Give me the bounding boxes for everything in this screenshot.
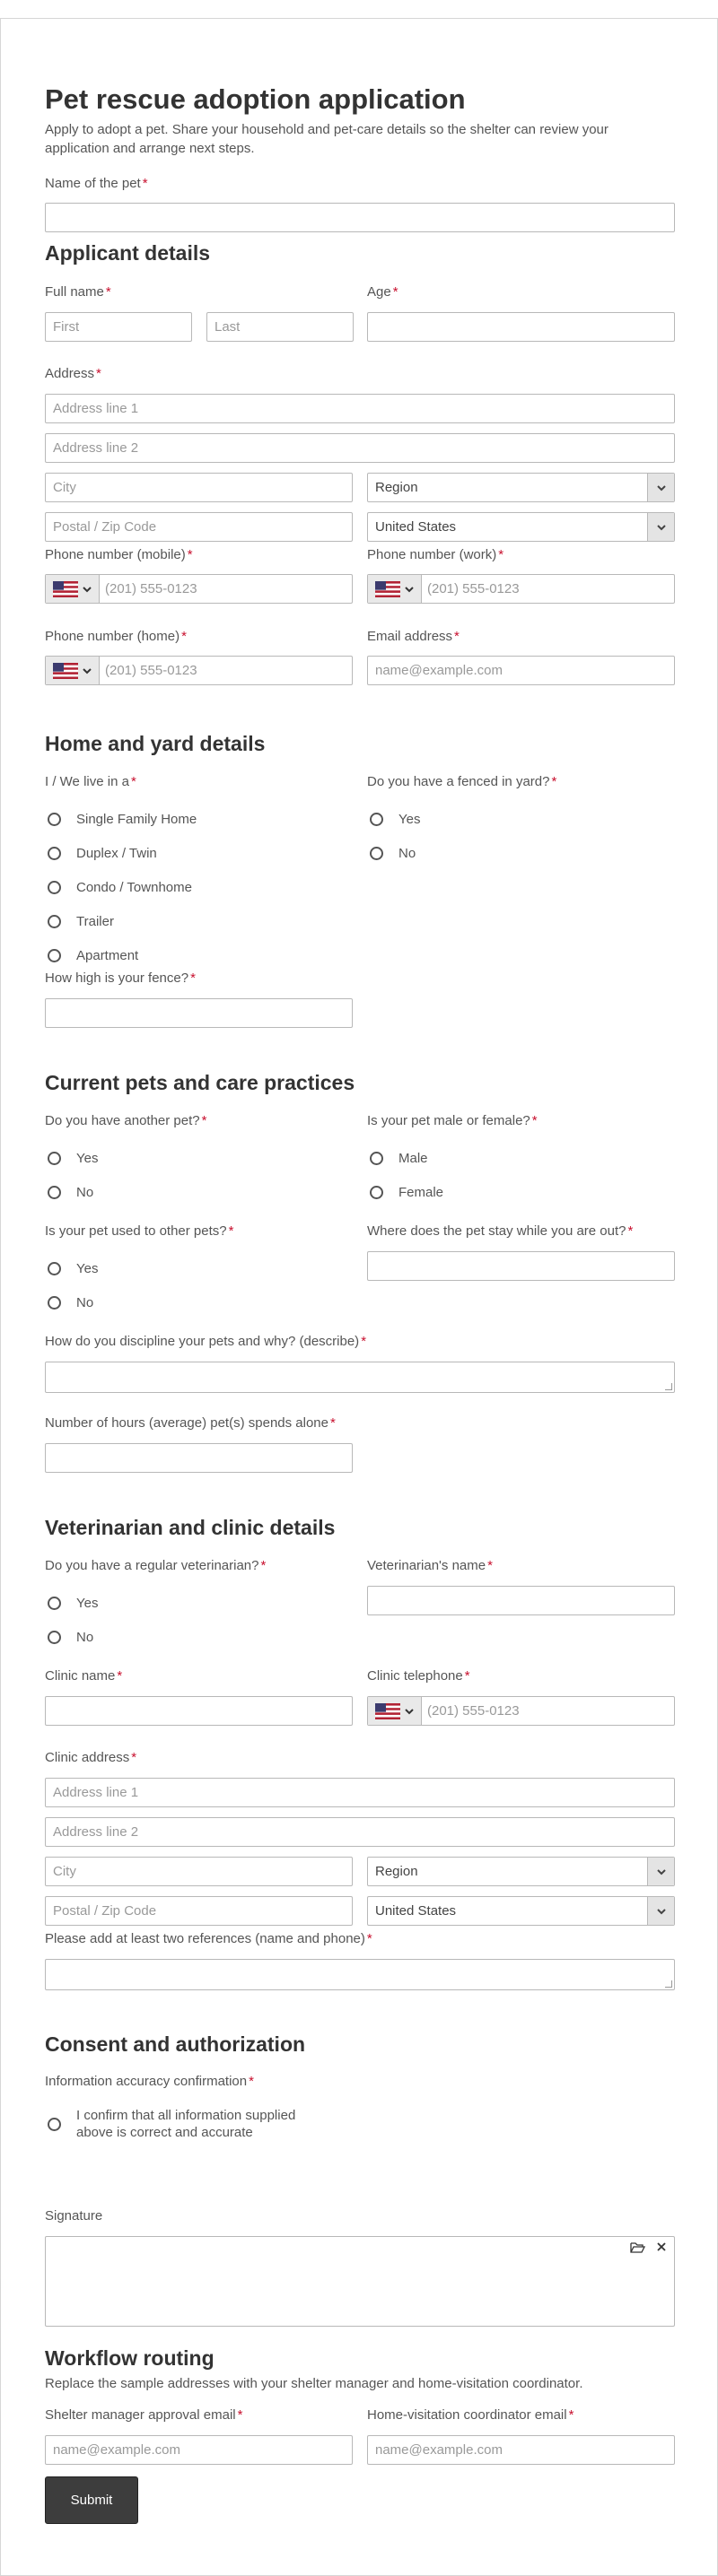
phone-mobile-label: Phone number (mobile) * xyxy=(45,547,193,562)
folder-open-icon[interactable] xyxy=(630,2241,645,2254)
region-value: Region xyxy=(375,480,418,495)
references-field xyxy=(45,1930,675,1990)
discipline-textarea[interactable] xyxy=(45,1362,675,1393)
email-label: Email address * xyxy=(367,629,460,644)
coordinator-email-input[interactable]: name@example.com xyxy=(367,2435,675,2465)
clinic-postal-input[interactable]: Postal / Zip Code xyxy=(45,1896,353,1926)
references-label: Please add at least two references (name and phone) * xyxy=(45,1931,372,1946)
vet-name-input[interactable] xyxy=(367,1586,675,1615)
fenced-label: Do you have a fenced in yard? * xyxy=(367,774,557,789)
radio-used-no[interactable]: No xyxy=(45,1293,233,1311)
radio-trailer[interactable]: Trailer xyxy=(45,912,197,930)
discipline-field xyxy=(45,1333,675,1393)
chevron-down-icon xyxy=(82,666,92,676)
regular-vet-label: Do you have a regular veterinarian? * xyxy=(45,1558,267,1573)
another-pet-field xyxy=(45,1112,206,1201)
hours-alone-input[interactable] xyxy=(45,1443,353,1473)
fenced-field xyxy=(367,773,556,862)
form-title: Pet rescue adoption application xyxy=(45,83,466,115)
used-to-pets-label: Is your pet used to other pets? * xyxy=(45,1223,234,1239)
country-code-dropdown[interactable] xyxy=(368,575,422,603)
phone-home-label: Phone number (home) * xyxy=(45,629,187,644)
manager-email-label: Shelter manager approval email * xyxy=(45,2407,243,2423)
form-frame xyxy=(0,18,718,2576)
used-to-pets-field xyxy=(45,1223,233,1311)
age-label: Age * xyxy=(367,284,398,300)
chevron-down-icon xyxy=(82,584,92,595)
full-name-field xyxy=(45,283,354,342)
radio-duplex[interactable]: Duplex / Twin xyxy=(45,844,197,862)
workflow-section xyxy=(45,2345,583,2393)
chevron-down-icon xyxy=(647,1897,674,1925)
radio-single-family[interactable]: Single Family Home xyxy=(45,810,197,828)
radio-another-yes[interactable]: Yes xyxy=(45,1149,206,1167)
clinic-phone-label: Clinic telephone * xyxy=(367,1668,470,1684)
form-description: Apply to adopt a pet. Share your household and pet-care details so the shelter can review your application and arrange next steps. xyxy=(45,122,609,156)
clinic-name-field xyxy=(45,1667,353,1726)
clinic-city-input[interactable]: City xyxy=(45,1857,353,1886)
accuracy-text-line2: above is correct and accurate xyxy=(76,2125,253,2140)
country-code-dropdown[interactable] xyxy=(46,657,100,684)
clinic-name-label: Clinic name * xyxy=(45,1668,123,1684)
live-in-label: I / We live in a * xyxy=(45,774,136,789)
clinic-region-select[interactable] xyxy=(367,1857,675,1886)
phone-mobile-input[interactable] xyxy=(45,574,353,604)
address-label: Address * xyxy=(45,366,101,381)
radio-female[interactable]: Female xyxy=(367,1183,538,1201)
home-heading: Home and yard details xyxy=(45,732,266,755)
region-select[interactable] xyxy=(367,473,675,502)
coordinator-email-label: Home-visitation coordinator email * xyxy=(367,2407,574,2423)
another-pet-label: Do you have another pet? * xyxy=(45,1113,207,1128)
resize-handle-icon[interactable] xyxy=(665,1383,672,1390)
signature-pad[interactable] xyxy=(45,2236,675,2327)
clinic-address-label: Clinic address * xyxy=(45,1750,137,1765)
country-code-dropdown[interactable] xyxy=(46,575,100,603)
clinic-phone-field xyxy=(367,1667,675,1726)
phone-placeholder: (201) 555-0123 xyxy=(105,581,197,596)
pet-sex-field xyxy=(367,1112,538,1201)
phone-mobile-field xyxy=(45,546,353,604)
chevron-down-icon xyxy=(647,474,674,501)
radio-condo[interactable]: Condo / Townhome xyxy=(45,878,197,896)
regular-vet-field xyxy=(45,1557,266,1646)
pet-name-label: Name of the pet * xyxy=(45,176,148,191)
hours-alone-field xyxy=(45,1414,353,1473)
signature-label: Signature xyxy=(45,2208,103,2224)
radio-fenced-yes[interactable]: Yes xyxy=(367,810,556,828)
phone-work-input[interactable] xyxy=(367,574,675,604)
accuracy-field xyxy=(45,2073,295,2141)
chevron-down-icon xyxy=(404,1706,415,1717)
radio-vet-yes[interactable]: Yes xyxy=(45,1594,266,1612)
clinic-address-field xyxy=(45,1749,675,1926)
pet-name-input[interactable] xyxy=(45,203,675,232)
region-value: Region xyxy=(375,1864,418,1879)
phone-work-label: Phone number (work) * xyxy=(367,547,504,562)
accuracy-label: Information accuracy confirmation * xyxy=(45,2074,254,2089)
submit-button[interactable]: Submit xyxy=(45,2476,138,2524)
country-value: United States xyxy=(375,1903,457,1919)
us-flag-icon xyxy=(375,1703,400,1719)
pet-stay-label: Where does the pet stay while you are out? * xyxy=(367,1223,634,1239)
phone-placeholder: (201) 555-0123 xyxy=(427,1703,520,1719)
resize-handle-icon[interactable] xyxy=(665,1980,672,1988)
address-field xyxy=(45,365,675,542)
age-input[interactable] xyxy=(367,312,675,342)
clinic-address-line1-input[interactable]: Address line 1 xyxy=(45,1778,675,1807)
workflow-heading: Workflow routing xyxy=(45,2346,215,2370)
radio-fenced-no[interactable]: No xyxy=(367,844,556,862)
phone-home-input[interactable] xyxy=(45,656,353,685)
chevron-down-icon xyxy=(647,1858,674,1885)
radio-used-yes[interactable]: Yes xyxy=(45,1259,233,1277)
chevron-down-icon xyxy=(404,584,415,595)
us-flag-icon xyxy=(375,581,400,597)
vet-heading: Veterinarian and clinic details xyxy=(45,1516,336,1539)
accuracy-text-line1: I confirm that all information supplied xyxy=(76,2108,296,2123)
clinic-phone-input[interactable] xyxy=(367,1696,675,1726)
coordinator-email-field xyxy=(367,2406,675,2465)
live-in-field xyxy=(45,773,197,964)
hours-alone-label: Number of hours (average) pet(s) spends alone * xyxy=(45,1415,336,1431)
fence-height-label: How high is your fence? * xyxy=(45,970,196,986)
city-input[interactable]: City xyxy=(45,473,353,502)
workflow-description: Replace the sample addresses with your shelter manager and home-visitation coordinator. xyxy=(45,2376,583,2391)
close-icon[interactable] xyxy=(656,2241,667,2252)
chevron-down-icon xyxy=(647,513,674,541)
full-name-label: Full name * xyxy=(45,284,111,300)
pet-stay-field xyxy=(367,1223,675,1281)
pet-name-field xyxy=(45,175,675,232)
address-line2-input[interactable]: Address line 2 xyxy=(45,433,675,463)
vet-name-field xyxy=(367,1557,675,1615)
pets-heading: Current pets and care practices xyxy=(45,1071,355,1094)
phone-work-field xyxy=(367,546,675,604)
vet-name-label: Veterinarian's name * xyxy=(367,1558,493,1573)
phone-home-field xyxy=(45,628,353,685)
email-field xyxy=(367,628,675,685)
email-input[interactable]: name@example.com xyxy=(367,656,675,685)
radio-apartment[interactable]: Apartment xyxy=(45,946,197,964)
first-name-input[interactable]: First xyxy=(45,312,192,342)
us-flag-icon xyxy=(53,581,78,597)
country-select[interactable] xyxy=(367,512,675,542)
country-code-dropdown[interactable] xyxy=(368,1697,422,1725)
country-value: United States xyxy=(375,519,457,535)
signature-field xyxy=(45,2207,675,2327)
manager-email-field xyxy=(45,2406,353,2465)
pet-sex-label: Is your pet male or female? * xyxy=(367,1113,538,1128)
radio-vet-no[interactable]: No xyxy=(45,1628,266,1646)
applicant-heading: Applicant details xyxy=(45,241,211,265)
form-header xyxy=(45,83,655,158)
clinic-address-line2-input[interactable]: Address line 2 xyxy=(45,1817,675,1847)
accuracy-radio[interactable] xyxy=(48,2118,61,2131)
phone-placeholder: (201) 555-0123 xyxy=(427,581,520,596)
last-name-input[interactable]: Last xyxy=(206,312,354,342)
radio-male[interactable]: Male xyxy=(367,1149,538,1167)
postal-input[interactable]: Postal / Zip Code xyxy=(45,512,353,542)
clinic-name-input[interactable] xyxy=(45,1696,353,1726)
clinic-country-select[interactable] xyxy=(367,1896,675,1926)
consent-heading: Consent and authorization xyxy=(45,2032,306,2056)
address-line1-input[interactable]: Address line 1 xyxy=(45,394,675,423)
fence-height-input[interactable] xyxy=(45,998,353,1028)
accuracy-checkbox[interactable] xyxy=(45,2107,295,2141)
us-flag-icon xyxy=(53,663,78,679)
radio-another-no[interactable]: No xyxy=(45,1183,206,1201)
discipline-label: How do you discipline your pets and why? (describe) * xyxy=(45,1334,367,1349)
manager-email-input[interactable]: name@example.com xyxy=(45,2435,353,2465)
references-textarea[interactable] xyxy=(45,1959,675,1990)
age-field xyxy=(367,283,675,342)
phone-placeholder: (201) 555-0123 xyxy=(105,663,197,678)
pet-stay-input[interactable] xyxy=(367,1251,675,1281)
fence-height-field xyxy=(45,970,353,1028)
